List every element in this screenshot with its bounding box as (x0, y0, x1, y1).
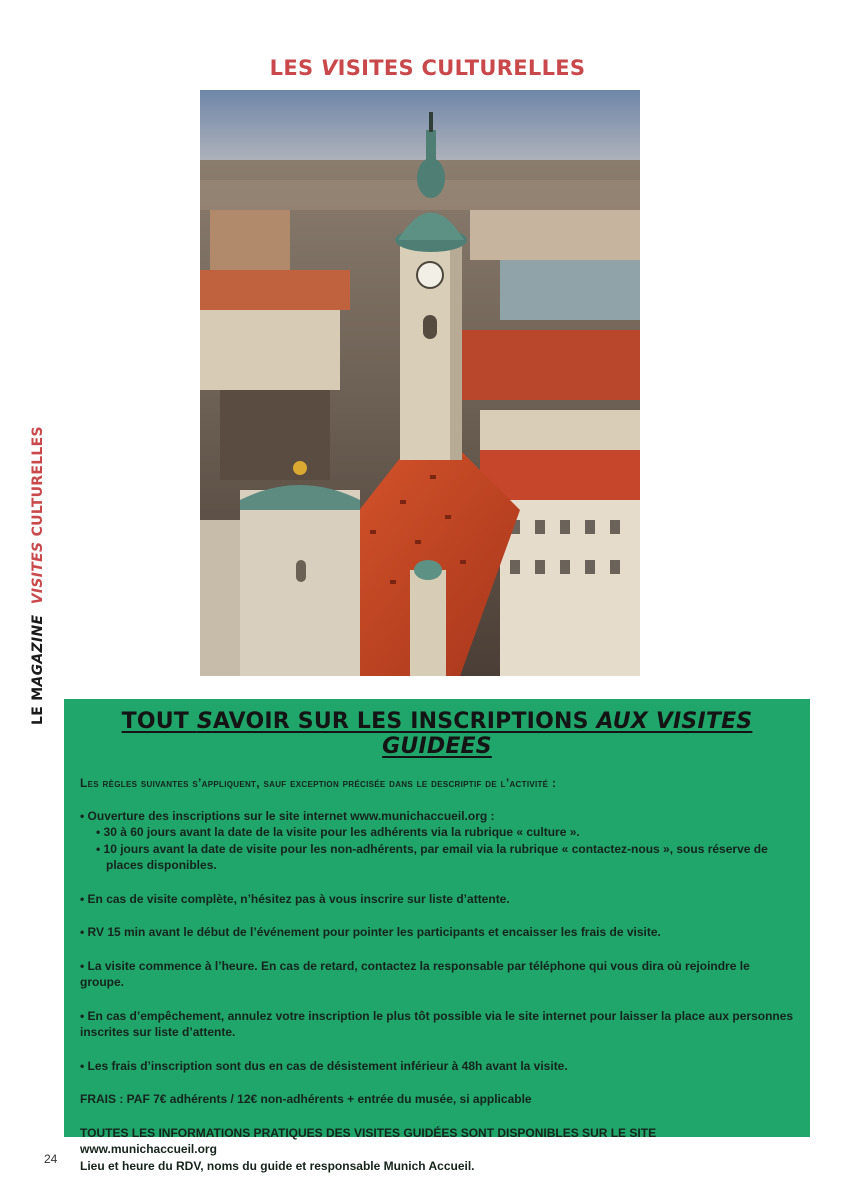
opening-rules: • Ouverture des inscriptions sur le site internet www.munichaccueil.org : • 30 à 60 jours avant la date de la visite pour les adhérents via la rubrique « culture ». • 10 jours avant la date de visite pour les non-adhérents, par email via la rubrique « contactez-nous », sous réserve de places disponibles. (80, 808, 768, 872)
page-title: LES VISITES CULTURELLES (269, 56, 586, 80)
info-heading: TOUT SAVOIR SUR LES INSCRIPTIONS AUX VISITES GUIDEES (121, 709, 753, 759)
munich-church-photo (200, 90, 640, 676)
fees-line: FRAIS : PAF 7€ adhérents / 12€ non-adhérents + entrée du musée, si applicable (80, 1092, 532, 1106)
footer-info-line1: TOUTES LES INFORMATIONS PRATIQUES DES VISITES GUIDÉES SONT DISPONIBLES SUR LE SITE www.munichaccueil.org (80, 1125, 657, 1156)
registration-info-box (64, 699, 810, 1173)
start-time-rule: • La visite commence à l’heure. En cas de retard, contactez la responsable par téléphone qui vous dira où rejoindre le groupe. (80, 958, 750, 989)
page-number: 24 (44, 1152, 58, 1166)
intro-text: Les règles suivantes s’appliquent, sauf exception précisée dans le descriptif de l’activité : (80, 776, 557, 790)
side-section-label: LE MAGAZINE VISITES CULTURELLES (30, 426, 46, 725)
footer-info-line2: Lieu et heure du RDV, noms du guide et responsable Munich Accueil. (80, 1158, 475, 1173)
fees-due-rule: • Les frais d’inscription sont dus en cas de désistement inférieur à 48h avant la visite. (80, 1058, 568, 1073)
meeting-rule: • RV 15 min avant le début de l’événement pour pointer les participants et encaisser les frais de visite. (80, 925, 661, 939)
cancellation-rule: • En cas d’empêchement, annulez votre inscription le plus tôt possible via le site internet pour laisser la place aux personnes inscrites sur liste d’attente. (80, 1008, 794, 1039)
full-visit-rule: • En cas de visite complète, n’hésitez pas à vous inscrire sur liste d’attente. (80, 891, 510, 906)
